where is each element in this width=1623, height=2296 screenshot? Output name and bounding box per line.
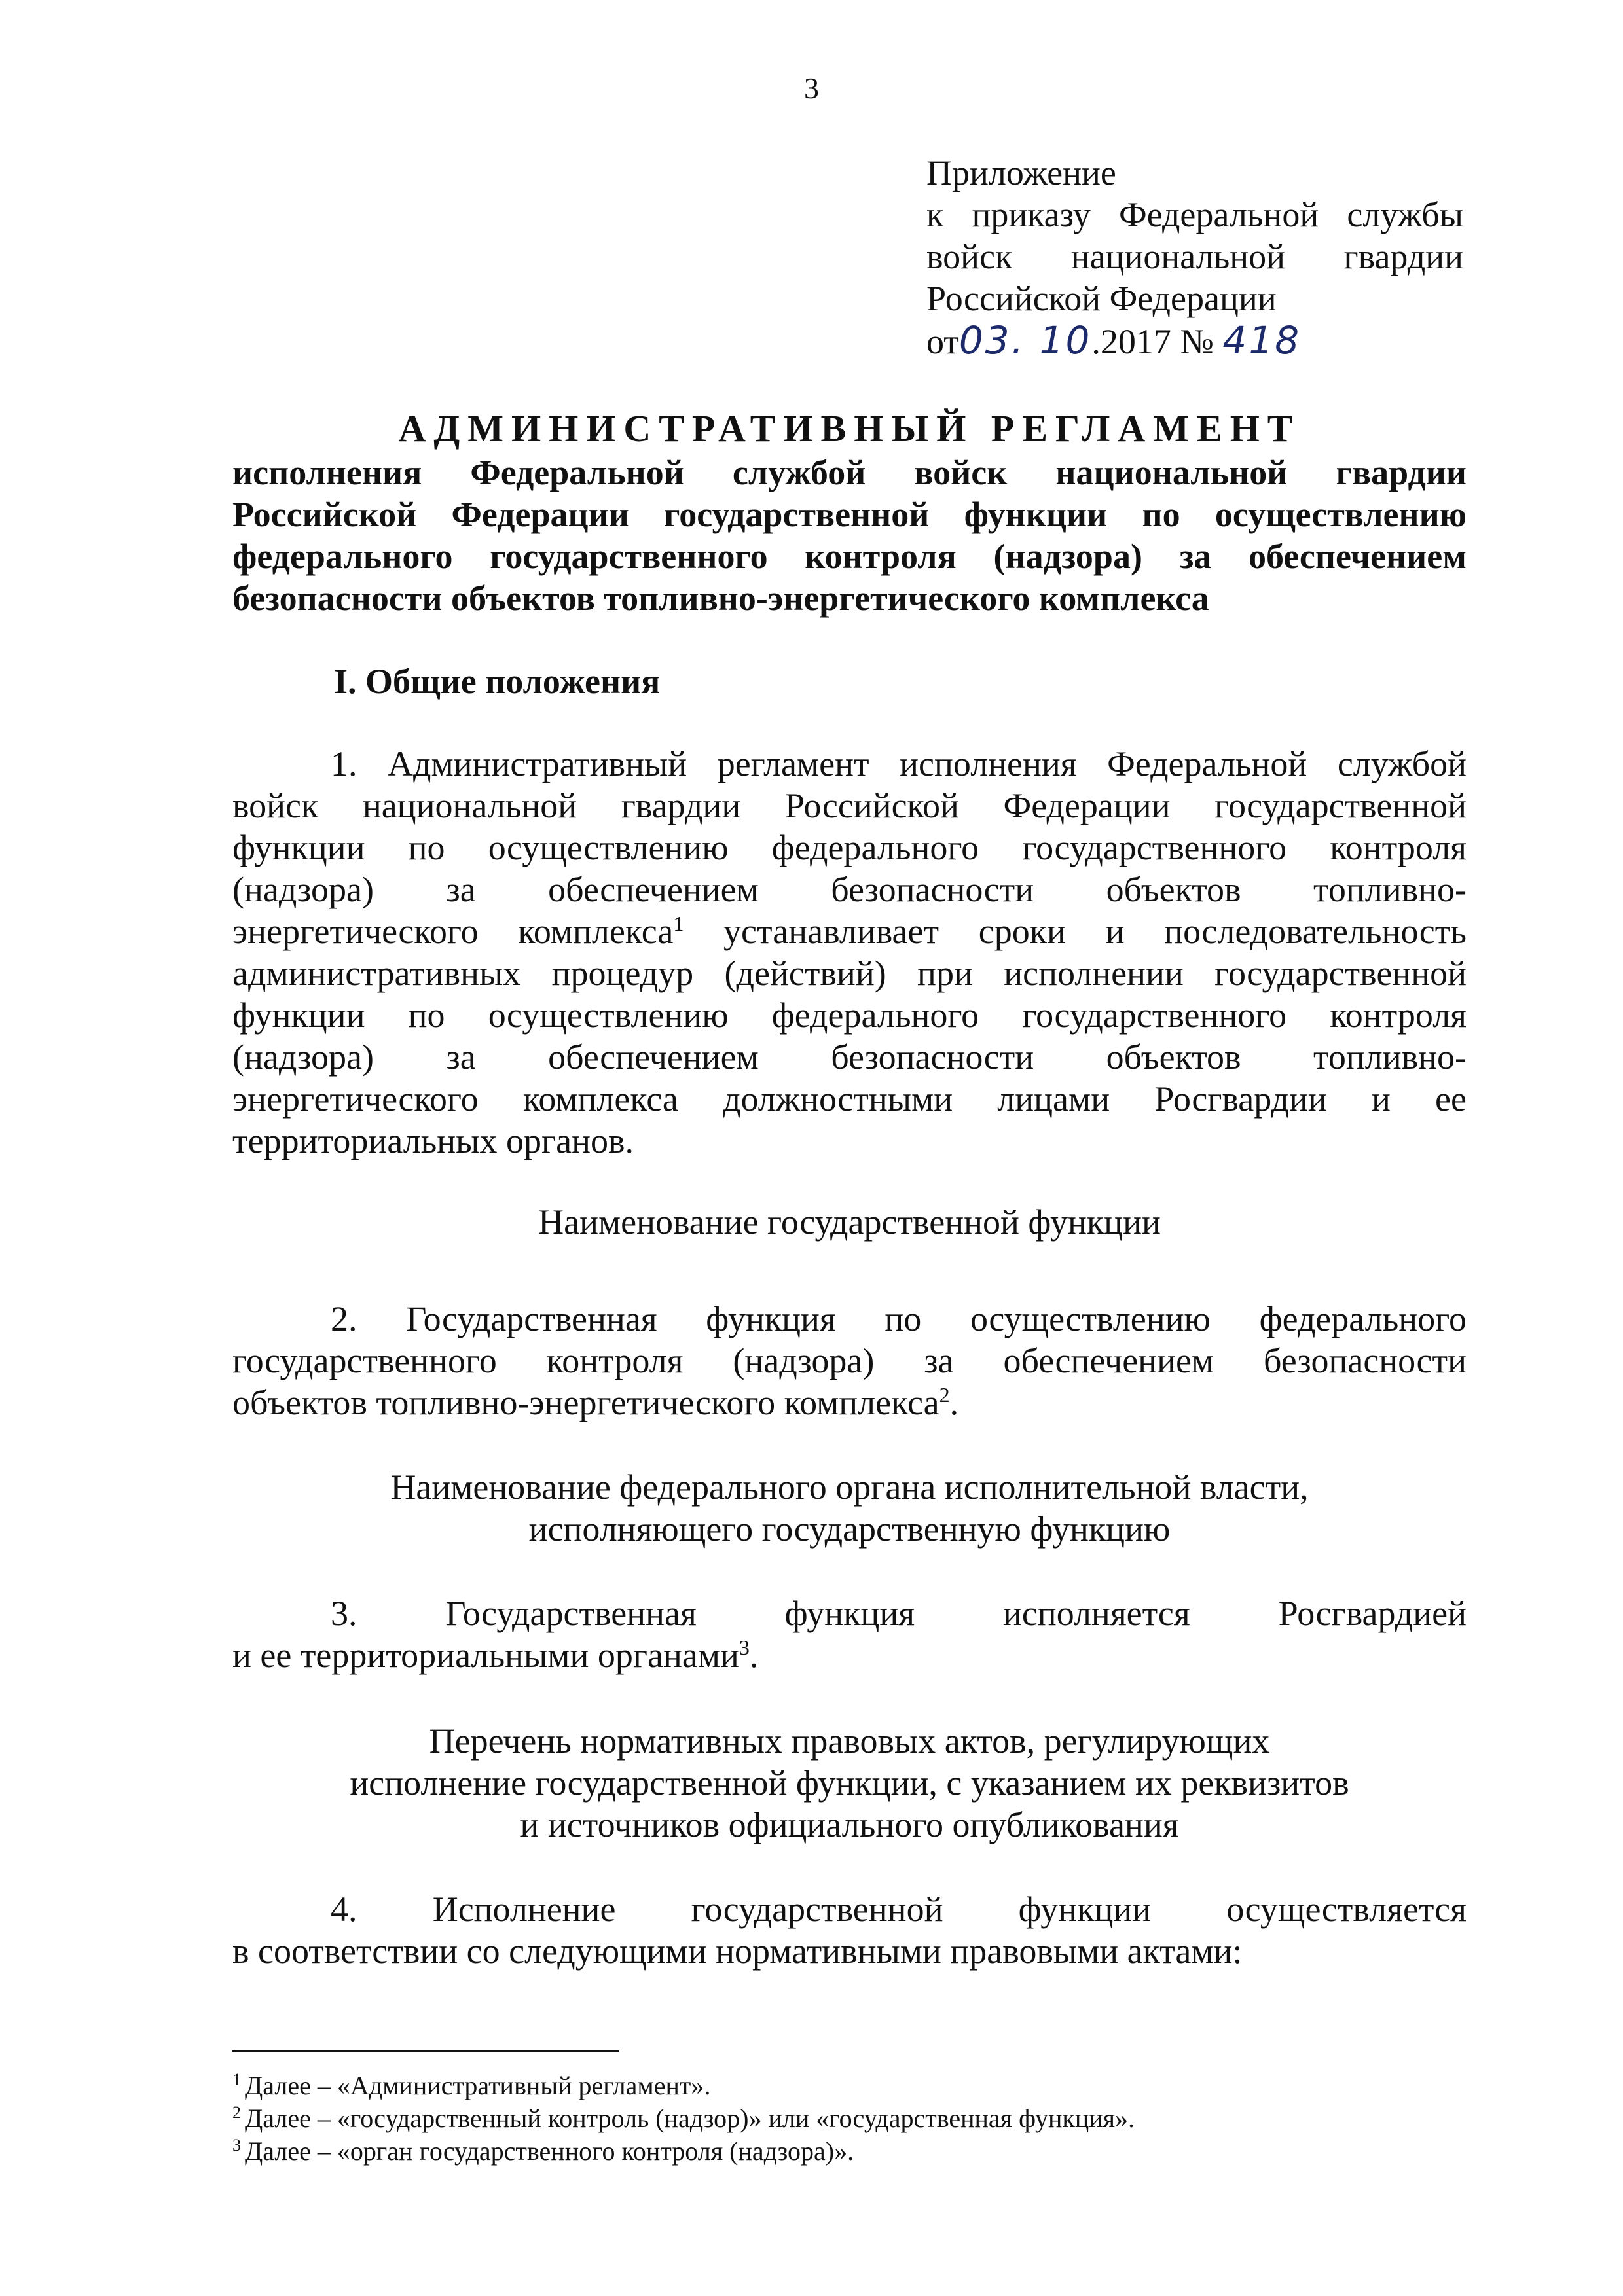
paragraph-4 [232,1888,1467,1972]
annex-date-line: от03. 10.2017 № 418 [926,318,1302,363]
subheading-authority [232,1466,1467,1550]
footnote-ref-1: 1 [673,912,684,935]
footnote-3 [232,2135,1467,2168]
paragraph-line: 2. Государственная функция по осуществлению федерального [331,1299,1467,1338]
page-number: 3 [804,71,819,105]
footnote-mark: 2 [232,2102,241,2122]
annex-header [926,152,1463,363]
paragraph-2 [232,1298,1467,1424]
footnote-2 [232,2102,1467,2135]
footnote-mark: 3 [232,2135,241,2155]
footnote-text: Далее – «государственный контроль (надзор)» или «государственная функция». [245,2104,1135,2133]
subtitle-line: безопасности объектов топливно-энергетического комплекса [232,579,1209,618]
handwritten-month: 10 [1039,318,1092,363]
subtitle-line: исполнения Федеральной службой войск национальной гвардии [232,453,1467,492]
subheading-function-name [232,1201,1467,1243]
document-title: АДМИНИСТРАТИВНЫЙ РЕГЛАМЕНТ [398,407,1301,450]
paragraph-line: административных процедур (действий) при исполнении государственной [232,954,1467,993]
subheading-line: исполнение государственной функции, с указанием их реквизитов [350,1763,1349,1803]
paragraph-line: (надзора) за обеспечением безопасности объектов топливно- [232,1037,1467,1077]
paragraph-fragment: устанавливает сроки и последовательность [723,912,1467,951]
paragraph-line: 3. Государственная функция исполняется Росгвардией [331,1594,1467,1633]
annex-title: Приложение [926,153,1116,192]
paragraph-end: . [749,1636,759,1675]
subheading-line: Наименование государственной функции [538,1202,1161,1242]
annex-line-3: войск национальной гвардии [926,237,1463,276]
subheading-line: исполняющего государственную функцию [528,1509,1171,1549]
subtitle-line: федерального государственного контроля (надзора) за обеспечением [232,537,1467,576]
footnote-ref-3: 3 [739,1636,750,1659]
regulation-title [232,406,1467,619]
paragraph-fragment: и ее территориальными органами [232,1636,739,1675]
subtitle-line: Российской Федерации государственной функции по осуществлению [232,495,1467,534]
footnote-ref-2: 2 [939,1383,950,1407]
paragraph-line: в соответствии со следующими нормативными правовыми актами: [232,1931,1243,1971]
annex-line-4: Российской Федерации [926,279,1277,318]
handwritten-day: 03 [958,318,1012,363]
subheading-line: Перечень нормативных правовых актов, регулирующих [429,1721,1270,1761]
paragraph-line: 1. Административный регламент исполнения Федеральной службой [331,744,1467,783]
paragraph-line: 4. Исполнение государственной функции осуществляется [331,1890,1467,1929]
footnote-text: Далее – «Административный регламент». [245,2071,711,2100]
paragraph-fragment: энергетического комплекса [232,912,674,951]
paragraph-line: территориальных органов. [232,1121,634,1160]
subheading-line: и источников официального опубликования [520,1805,1179,1844]
annex-line-2: к приказу Федеральной службы [926,195,1463,234]
footnote-mark: 1 [232,2070,241,2089]
paragraph-line: государственного контроля (надзора) за обеспечением безопасности [232,1341,1467,1380]
paragraph-line: войск национальной гвардии Российской Федерации государственной [232,786,1467,825]
paragraph-line [232,1634,1467,1676]
paragraph-end: . [949,1383,959,1422]
subheading-line: Наименование федерального органа исполнительной власти, [390,1467,1309,1507]
paragraph-fragment: объектов топливно-энергетического комплекса [232,1383,939,1422]
date-prefix: от [926,322,959,361]
date-year: .2017 № [1091,322,1214,361]
paragraph-line: функции по осуществлению федерального государственного контроля [232,828,1467,867]
section-heading: I. Общие положения [334,662,661,701]
footnote-1 [232,2070,1467,2102]
footnotes [232,2070,1467,2168]
handwritten-order-number: 418 [1222,318,1302,363]
footnote-divider [232,2050,619,2052]
document-subtitle [232,452,1467,619]
paragraph-3 [232,1592,1467,1676]
paragraph-line [232,1382,1467,1424]
paragraph-line: функции по осуществлению федерального государственного контроля [232,996,1467,1035]
subheading-legal-acts [232,1720,1467,1846]
paragraph-line: энергетического комплекса должностными лицами Росгвардии и ее [232,1079,1467,1119]
paragraph-line [232,910,1467,952]
footnote-text: Далее – «орган государственного контроля (надзора)». [245,2136,854,2166]
paragraph-1 [232,743,1467,1162]
paragraph-line: (надзора) за обеспечением безопасности объектов топливно- [232,870,1467,909]
